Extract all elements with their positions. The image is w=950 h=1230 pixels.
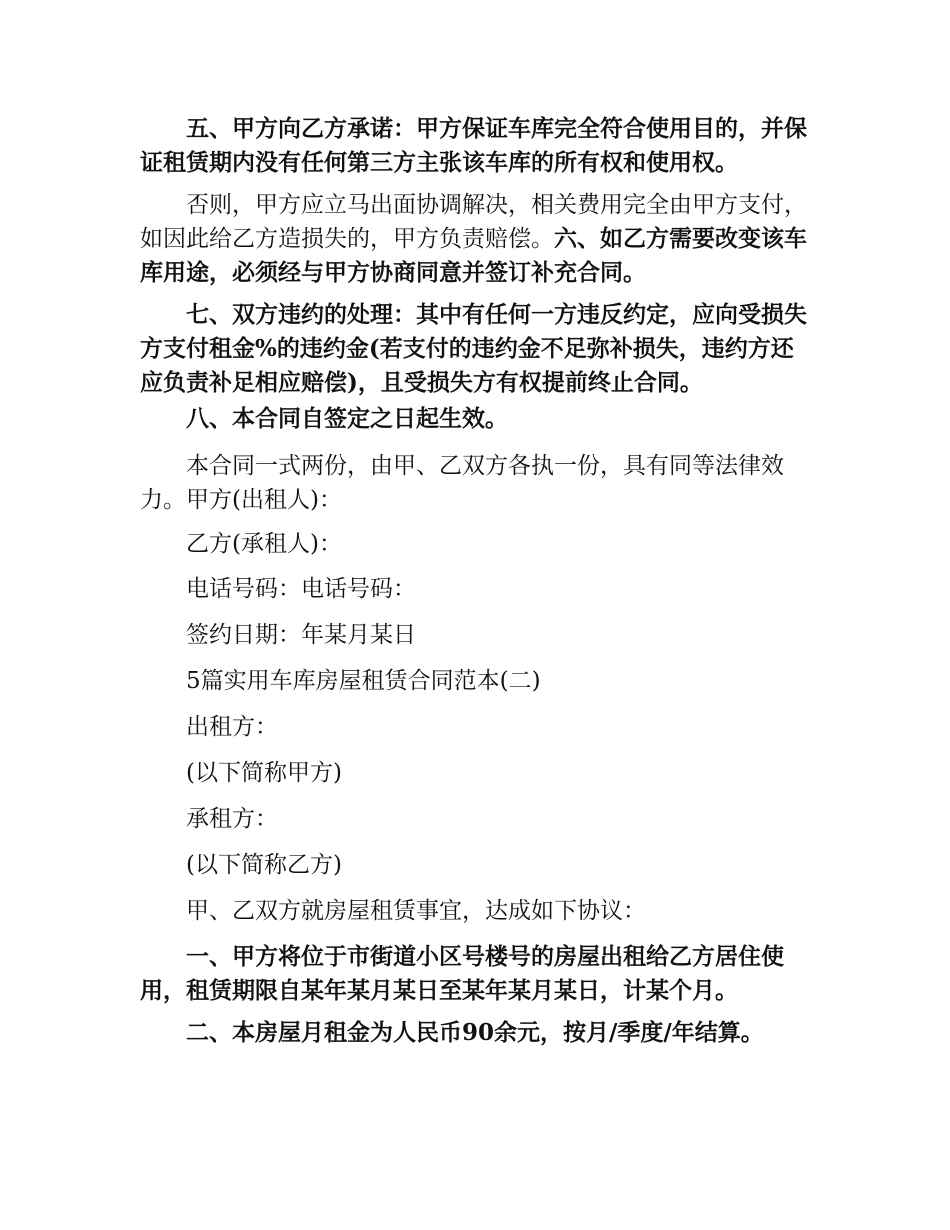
paragraph-lessee: 承租方： (186, 806, 278, 832)
paragraph-contract-title: 5篇实用车库房屋租赁合同范本(二) (186, 668, 541, 694)
paragraph-clause-6: 六、如乙方需要改变该车库用途，必须经与甲方协商同意并签订补充合同。 (140, 225, 807, 286)
paragraph-lessor: 出租方： (186, 714, 278, 740)
paragraph-clause-7: 七、双方违约的处理：其中有任何一方违反约定，应向受损失方支付租金%的违约金(若支付的违约金不足弥补损失，违约方还应负责补足相应赔偿)，且受损失方有权提前终止合同。 (140, 301, 807, 396)
paragraph-lessor-alias: (以下简称甲方) (186, 760, 342, 786)
paragraph-clause-1: 一、甲方将位于市街道小区号楼号的房屋出租给乙方居住使用，租赁期限自某年某月某日至某年某月某日，计某个月。 (140, 943, 784, 1004)
paragraph-sign-date: 签约日期：年某月某日 (186, 622, 416, 648)
paragraph-phone: 电话号码：电话号码： (186, 576, 416, 602)
paragraph-party-b: 乙方(承租人)： (186, 531, 342, 557)
paragraph-clause-5-continued (140, 188, 812, 290)
paragraph-lessee-alias: (以下简称乙方) (186, 852, 342, 878)
paragraph-regular-text: 否则，甲方应立马出面协调解决，相关费用完全由甲方支付，如因此给乙方造损失的，甲方负责赔偿。 (140, 192, 807, 252)
paragraph-clause-8: 八、本合同自签定之日起生效。 (186, 405, 508, 432)
paragraph-clause-5: 五、甲方向乙方承诺：甲方保证车库完全符合使用目的，并保证租赁期内没有任何第三方主张该车库的所有权和使用权。 (140, 115, 807, 176)
paragraph-agreement-intro: 甲、乙双方就房屋租赁事宜，达成如下协议： (186, 898, 646, 924)
paragraph-clause-2: 二、本房屋月租金为人民币90余元，按月/季度/年结算。 (186, 1019, 764, 1046)
paragraph-copies: 本合同一式两份，由甲、乙双方各执一份，具有同等法律效力。甲方(出租人)： (140, 453, 784, 513)
